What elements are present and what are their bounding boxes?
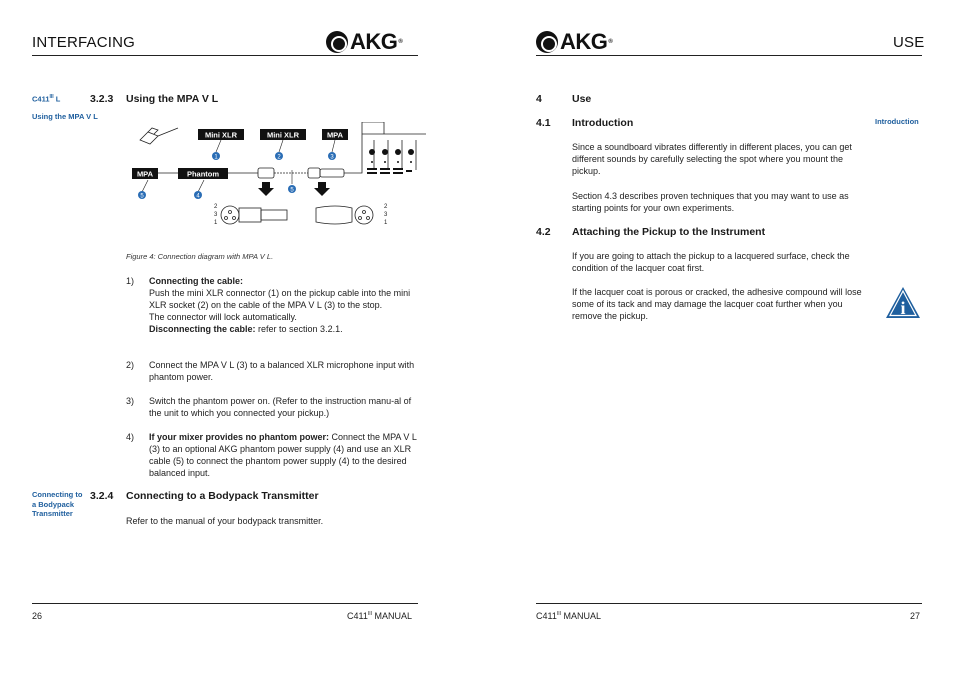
pin-1-left: 1 (214, 220, 218, 226)
figure-caption: Figure 4: Connection diagram with MPA V L. (126, 252, 274, 261)
step-4-number: 4) (126, 432, 135, 442)
section-324-text: Refer to the manual of your bodypack transmitter. (126, 516, 324, 526)
pin-2-right: 2 (384, 204, 388, 210)
pin-3-left: 3 (214, 212, 218, 218)
pickup-connector-drawing (140, 128, 178, 144)
left-akg-logo: AKG ® (326, 29, 402, 55)
section-4-number: 4 (536, 93, 542, 105)
left-page-number: 26 (32, 611, 43, 621)
callout-1: 1 (214, 154, 218, 161)
left-footer-manual: $C411^{III}$ MANUAL (347, 611, 413, 621)
step-3-number: 3) (126, 396, 135, 406)
callout-5-left: 5 (140, 193, 144, 200)
right-page-number: 27 (910, 611, 921, 621)
section-323-number: 3.2.3 (90, 93, 114, 105)
callout-3: 3 (330, 154, 334, 161)
right-akg-logo: AKG ® (536, 29, 612, 55)
pin-1-right: 1 (384, 220, 388, 226)
margin-introduction: Introduction (875, 117, 919, 126)
section-42-number: 4.2 (536, 226, 551, 238)
intro-paragraph-2: Section 4.3 describes proven techniques that you may want to use as starting points for your own experiments. (572, 191, 849, 213)
info-warning-icon (885, 286, 921, 319)
section-42-title: Attaching the Pickup to the Instrument (572, 226, 766, 238)
step-2-number: 2) (126, 360, 135, 370)
connection-diagram (126, 122, 426, 232)
callout-2: 2 (277, 154, 281, 161)
label-mini-xlr-1: Mini XLR (204, 130, 238, 140)
right-footer-rule (536, 603, 922, 604)
xlr-connectors-drawing (221, 206, 373, 224)
callout-5-cable: 5 (290, 187, 294, 194)
label-mpa-top: MPA (326, 130, 344, 140)
callout-4: 4 (196, 193, 200, 200)
step-4-text: If your mixer provides no phantom power: Connect the MPA V L (3) to an optional AKG phantom power supply (4) and use an XLR cable (5) to connect the phantom power supply (4) to the desired balanced input. (149, 432, 417, 478)
margin-using-mpa: Using the MPA V L (32, 112, 98, 121)
section-41-title: Introduction (572, 117, 634, 129)
step-3-text: Switch the phantom power on. (Refer to the instruction manu-al of the unit to which you connected your pickup.) (149, 396, 412, 418)
left-header-rule (32, 55, 418, 56)
intro-paragraph-1: Since a soundboard vibrates differently in different places, you can get different sounds by carefully selecting the spot where you mount the pickup. (572, 142, 852, 176)
label-phantom: Phantom (186, 169, 220, 179)
right-header-rule (536, 55, 922, 56)
svg-text:i: i (900, 298, 906, 318)
section-323-title: Using the MPA V L (126, 93, 219, 105)
left-footer-rule (32, 603, 418, 604)
margin-model: $C411^{III}$ L (32, 94, 61, 104)
attach-paragraph-2: If the lacquer coat is porous or cracked, the adhesive compound will lose some of its tack and may damage the lacquer coat further when you remove the pickup. (572, 287, 862, 321)
pin-2-left: 2 (214, 204, 218, 210)
step-2-text: Connect the MPA V L (3) to a balanced XLR microphone input with phantom power. (149, 360, 415, 382)
section-324-title: Connecting to a Bodypack Transmitter (126, 490, 319, 502)
pin-3-right: 3 (384, 212, 388, 218)
section-324-number: 3.2.4 (90, 490, 114, 502)
section-41-number: 4.1 (536, 117, 551, 129)
akg-logo-icon (536, 31, 558, 53)
right-footer-manual: $C411^{III}$ MANUAL (536, 611, 602, 621)
label-mpa-left: MPA (136, 169, 154, 179)
section-4-title: Use (572, 93, 592, 105)
attach-paragraph-1: If you are going to attach the pickup to a lacquered surface, check the condition of the lacquer coat first. (572, 251, 850, 273)
left-header-title: INTERFACING (32, 34, 136, 51)
step-1-text: Connecting the cable: Push the mini XLR connector (1) on the pickup cable into the mini XLR socket (2) on the cable of the MPA V L (3) to the stop. The connector will lock automatically. Disconnecting the cable: refer to section 3.2.1. (149, 276, 411, 334)
right-header-title: USE (893, 34, 925, 51)
label-mini-xlr-2: Mini XLR (266, 130, 300, 140)
akg-logo-icon (326, 31, 348, 53)
margin-bodypack: Connecting to a Bodypack Transmitter (32, 490, 83, 518)
step-1-number: 1) (126, 276, 135, 286)
